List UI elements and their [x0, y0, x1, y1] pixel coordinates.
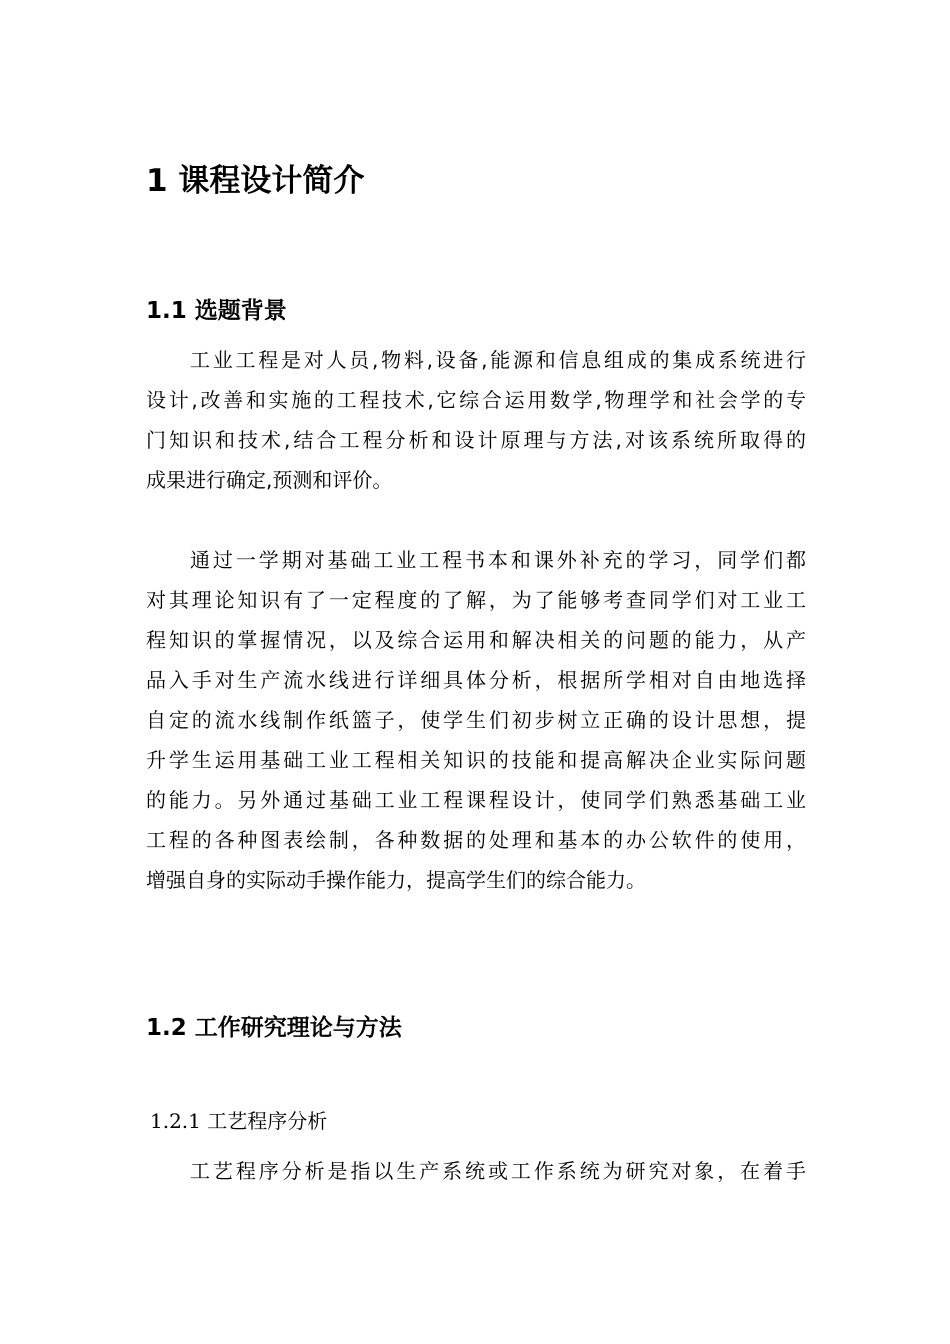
paragraph-line: 工业工程是对人员,物料,设备,能源和信息组成的集成系统进行 — [190, 348, 806, 372]
paragraph-line: 通过一学期对基础工业工程书本和课外补充的学习，同学们都 — [190, 548, 806, 572]
paragraph-line: 升学生运用基础工业工程相关知识的技能和提高解决企业实际问题 — [146, 748, 806, 772]
paragraph-line: 程知识的掌握情况，以及综合运用和解决相关的问题的能力，从产 — [146, 628, 806, 652]
paragraph-background-1 — [146, 340, 806, 500]
subsection-title-1-2-1: 1.2.1 工艺程序分析 — [150, 1109, 328, 1133]
paragraph-line: 对其理论知识有了一定程度的了解，为了能够考查同学们对工业工 — [146, 588, 806, 612]
paragraph-line: 的能力。另外通过基础工业工程课程设计，使同学们熟悉基础工业 — [146, 788, 806, 812]
paragraph-line: 门知识和技术,结合工程分析和设计原理与方法,对该系统所取得的 — [146, 428, 806, 452]
paragraph-line: 工艺程序分析是指以生产系统或工作系统为研究对象，在着手 — [190, 1159, 806, 1183]
section-title-1-1: 1.1 选题背景 — [146, 298, 287, 324]
paragraph-background-2 — [146, 540, 806, 900]
paragraph-line: 成果进行确定,预测和评价。 — [146, 468, 393, 492]
paragraph-line: 设计,改善和实施的工程技术,它综合运用数学,物理学和社会学的专 — [146, 388, 806, 412]
paragraph-process-analysis — [146, 1151, 806, 1191]
paragraph-line: 自定的流水线制作纸篮子，使学生们初步树立正确的设计思想，提 — [146, 708, 806, 732]
chapter-title: 1 课程设计简介 — [146, 163, 365, 199]
section-title-1-2: 1.2 工作研究理论与方法 — [146, 1015, 402, 1041]
paragraph-line: 品入手对生产流水线进行详细具体分析，根据所学相对自由地选择 — [146, 668, 806, 692]
paragraph-line: 工程的各种图表绘制，各种数据的处理和基本的办公软件的使用， — [146, 828, 806, 852]
paragraph-line: 增强自身的实际动手操作能力，提高学生们的综合能力。 — [146, 868, 646, 892]
